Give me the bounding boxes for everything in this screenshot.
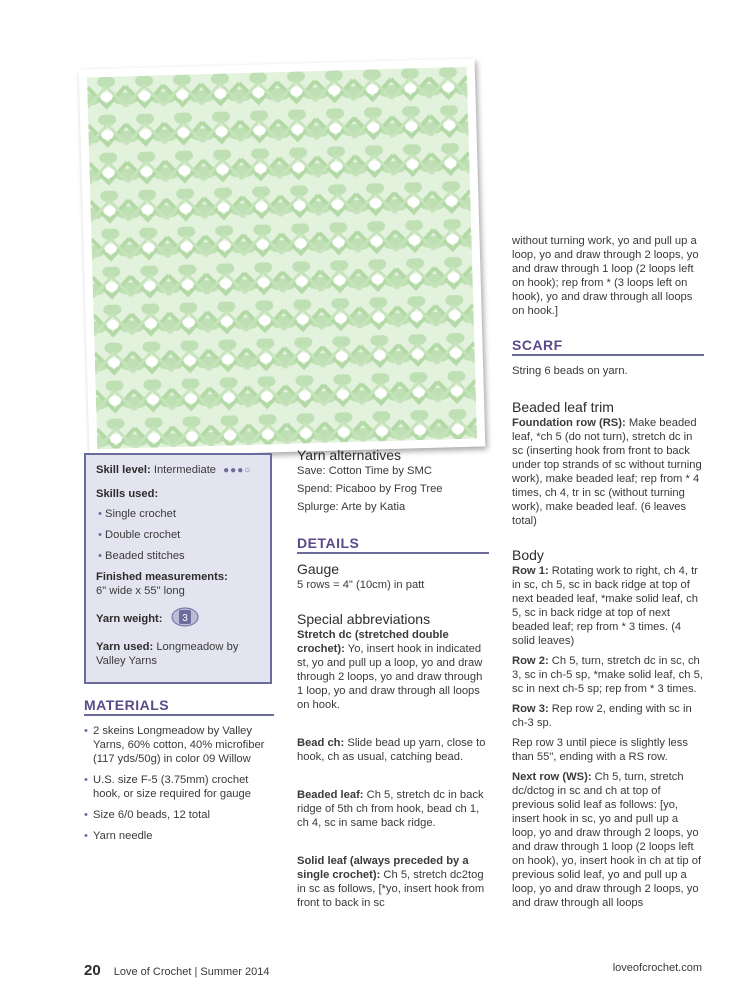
swatch-photo: [79, 59, 486, 458]
materials-list: [84, 724, 274, 843]
skill-level-value: Intermediate: [153, 464, 217, 476]
trim-heading: Beaded leaf trim: [512, 399, 614, 415]
yarn-used-value: Longmeadow by Valley Yarns: [96, 641, 239, 667]
issue-name: | Summer 2014: [191, 966, 270, 978]
foundation-row: Foundation row (RS): Make beaded leaf, *ch 5 (do not turn), stretch dc in sc (inserting hook from front to back under top strands of sc without turning work), make beaded leaf; rep from * 4 times, ch 4, tr in sc (without turning work), make beaded leaf. (6 leaves total): [512, 417, 702, 527]
yarn-alt-save: Save: Cotton Time by SMC: [297, 465, 432, 477]
finished-value: 6" wide x 55" long: [96, 585, 185, 597]
middle-column: [297, 448, 489, 914]
skills-used-list: [98, 507, 260, 563]
skill-info-box: [84, 453, 272, 684]
list-item: • Beaded stitches: [98, 550, 185, 562]
yarn-weight-label: Yarn weight:: [96, 612, 163, 625]
list-item: • Double crochet: [98, 529, 181, 541]
footer-url: loveofcrochet.com: [612, 962, 702, 974]
finished-label: Finished measurements:: [96, 571, 228, 583]
skills-used-label: Skills used:: [96, 488, 159, 500]
yarn-alt-splurge: Splurge: Arte by Katia: [297, 501, 406, 513]
abbr-bead-ch: Bead ch: Slide bead up yarn, close to hook, ch as usual, catching bead.: [297, 737, 486, 763]
yarn-alternatives-heading: Yarn alternatives: [297, 447, 402, 463]
list-item: • Single crochet: [98, 508, 176, 520]
repeat-text: Rep row 3 until piece is slightly less than 55", ending with a RS row.: [512, 737, 688, 763]
abbr-beaded-leaf: Beaded leaf: Ch 5, stretch dc in back ridge of 5th ch from hook, bead ch 1, ch 4, sc in same back ridge.: [297, 789, 484, 829]
details-heading: DETAILS: [297, 536, 489, 554]
body-heading: Body: [512, 547, 544, 563]
gauge-heading: Gauge: [297, 561, 340, 577]
scarf-heading: SCARF: [512, 338, 704, 356]
scarf-text: String 6 beads on yarn.: [512, 365, 628, 377]
right-column: [512, 234, 704, 914]
list-item: • Size 6/0 beads, 12 total: [84, 808, 274, 822]
abbr-stretch-dc: Stretch dc (stretched double crochet): Yo, insert hook in indicated st, yo and pull up a loop, yo and draw through 2 loops, yo and draw through 1 loop, yo and draw through all loops on hook.: [297, 629, 483, 711]
continued-text: without turning work, yo and pull up a loop, yo and draw through 2 loops, yo and draw through 1 loop (2 loops left on hook); rep from * (3 loops left on hook), yo and draw through all loops on hook.]: [512, 235, 699, 317]
next-row: Next row (WS): Ch 5, turn, stretch dc/dctog in sc and ch at top of previous solid leaf as follows: [yo, insert hook in sc, yo and pull up a loop, yo and draw through 2 loops, yo and draw through 1 loop (2 loops left on hook), yo, insert hook in ch at tip of previous solid leaf, yo and pull up a loop, yo and draw through 2 loops, yo and draw through all loops: [512, 771, 702, 909]
abbr-solid-leaf: Solid leaf (always preceded by a single crochet): Ch 5, stretch dc2tog in sc as follows, [*yo, insert hook from front to back in sc: [297, 855, 485, 909]
yarn-weight-number: 3: [181, 613, 188, 624]
row-2: Row 2: Ch 5, turn, stretch dc in sc, ch 3, sc in ch-5 sp, *make solid leaf, ch 5, sc in next ch-5 sp; rep from * 3 times.: [512, 655, 703, 695]
row-1: Row 1: Rotating work to right, ch 4, tr in sc, ch 5, sc in back ridge at top of next beaded leaf, *make solid leaf, ch 5, sc in back ridge at top of next beaded leaf; rep from * 3 times. (4 solid leaves): [512, 565, 698, 647]
crochet-swatch-image: [87, 67, 477, 449]
yarn-weight-icon: [170, 607, 200, 631]
row-3: Row 3: Rep row 2, ending with sc in ch-3 sp.: [512, 703, 692, 729]
list-item: • U.S. size F-5 (3.75mm) crochet hook, or size required for gauge: [84, 773, 274, 801]
page-number: 20: [84, 962, 101, 979]
list-item: • Yarn needle: [84, 829, 274, 843]
gauge-text: 5 rows = 4" (10cm) in patt: [297, 579, 425, 591]
footer-left: [84, 962, 269, 979]
abbreviations-heading: Special abbreviations: [297, 611, 431, 627]
materials-heading: MATERIALS: [84, 698, 274, 716]
list-item: • 2 skeins Longmeadow by Valley Yarns, 60% cotton, 40% microfiber (117 yds/50g) in color 09 Willow: [84, 724, 274, 766]
skill-level-label: Skill level:: [96, 464, 151, 476]
magazine-name: Love of Crochet: [113, 966, 192, 978]
yarn-used-label: Yarn used:: [96, 641, 154, 653]
skill-level-dots-icon: ●●●○: [223, 465, 252, 476]
yarn-alt-spend: Spend: Picaboo by Frog Tree: [297, 483, 443, 495]
materials-section: [84, 698, 274, 850]
